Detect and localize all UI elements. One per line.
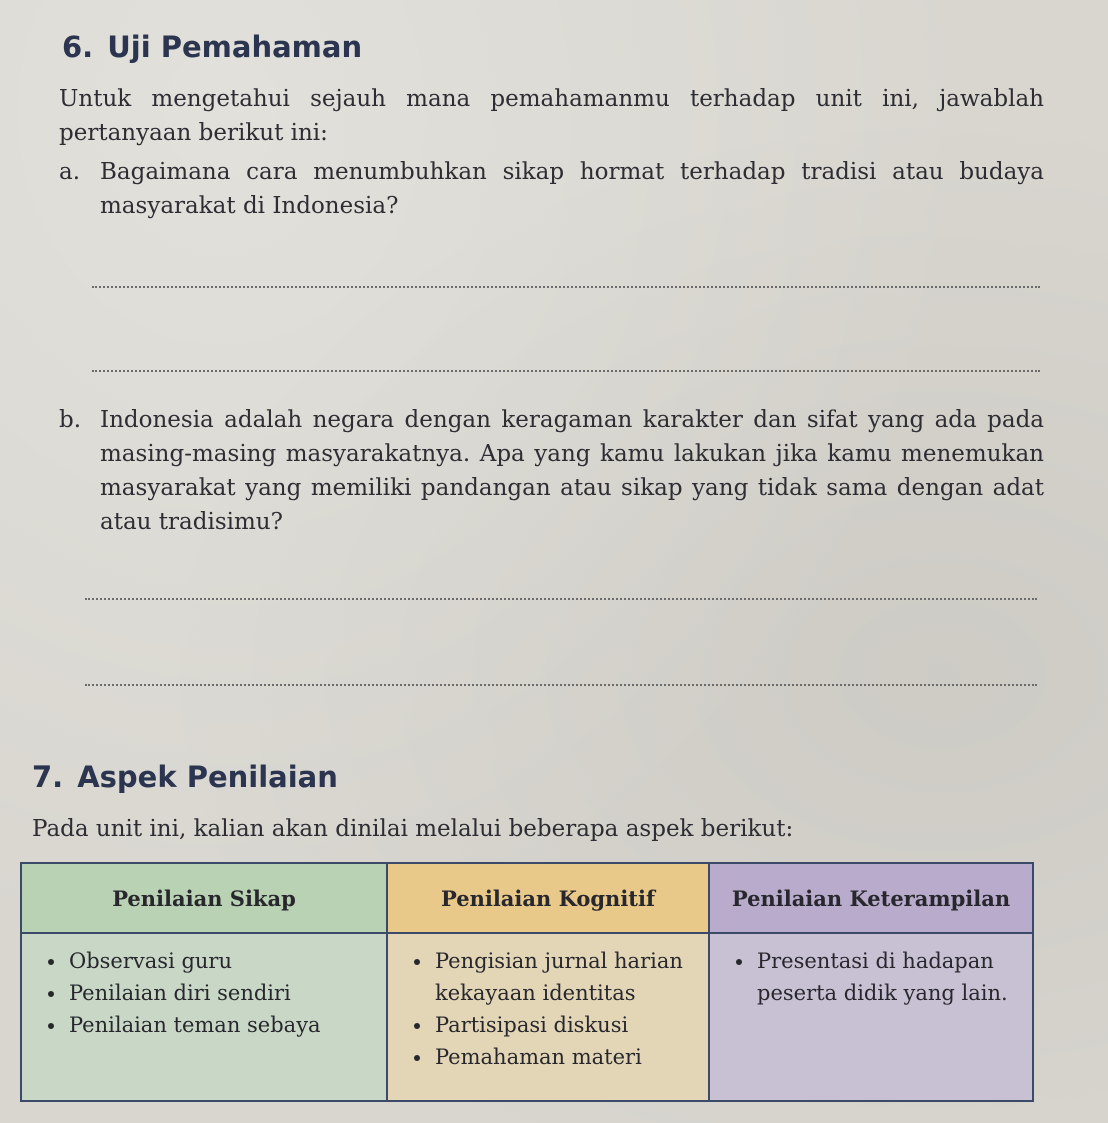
cell-keterampilan <box>709 933 1033 1101</box>
list-item: • Partisipasi diskusi <box>433 1009 707 1041</box>
header-penilaian-kognitif: Penilaian Kognitif <box>387 863 709 933</box>
cell-kognitif <box>387 933 709 1101</box>
question-b-text: Indonesia adalah negara dengan keragaman karakter dan sifat yang ada pada masing-masing masyarakatnya. Apa yang kamu lakukan jika kamu menemukan masyarakat yang memiliki pandangan atau sikap yang tidak sama dengan adat atau tradisimu? <box>100 407 1044 535</box>
section-6-title: Uji Pemahaman <box>107 30 363 64</box>
section-6-number: 6. <box>62 30 94 64</box>
list-item: • Penilaian diri sendiri <box>67 977 385 1009</box>
section-7-heading <box>32 760 338 794</box>
section-7-title: Aspek Penilaian <box>77 760 338 794</box>
assessment-table <box>20 862 1034 1102</box>
keterampilan-list <box>711 945 1031 1009</box>
list-item: • Presentasi di hadapan peserta didik yang lain. <box>755 945 1031 1009</box>
cell-sikap <box>21 933 387 1101</box>
section-7-number: 7. <box>32 760 64 794</box>
assessment-table-header-row <box>21 863 1033 933</box>
list-item: • Pengisian jurnal harian kekayaan identitas <box>433 945 707 1009</box>
sikap-list <box>23 945 385 1041</box>
kognitif-list <box>389 945 707 1073</box>
header-penilaian-keterampilan: Penilaian Keterampilan <box>709 863 1033 933</box>
list-item: • Observasi guru <box>67 945 385 977</box>
question-a-text: Bagaimana cara menumbuhkan sikap hormat terhadap tradisi atau budaya masyarakat di Indonesia? <box>100 159 1044 219</box>
answer-line-a-2[interactable] <box>92 370 1040 372</box>
question-b-label: b. <box>59 407 82 433</box>
question-a-label: a. <box>59 159 81 185</box>
section-6-intro: Untuk mengetahui sejauh mana pemahamanmu terhadap unit ini, jawablah pertanyaan berikut ini: <box>59 86 1044 146</box>
answer-line-b-1[interactable] <box>85 598 1037 600</box>
answer-line-a-1[interactable] <box>92 286 1040 288</box>
header-penilaian-sikap: Penilaian Sikap <box>21 863 387 933</box>
assessment-table-body-row <box>21 933 1033 1101</box>
section-7-intro: Pada unit ini, kalian akan dinilai melalui beberapa aspek berikut: <box>32 816 794 842</box>
list-item: • Pemahaman materi <box>433 1041 707 1073</box>
section-6-heading <box>62 30 362 64</box>
answer-line-b-2[interactable] <box>85 684 1037 686</box>
list-item: • Penilaian teman sebaya <box>67 1009 385 1041</box>
